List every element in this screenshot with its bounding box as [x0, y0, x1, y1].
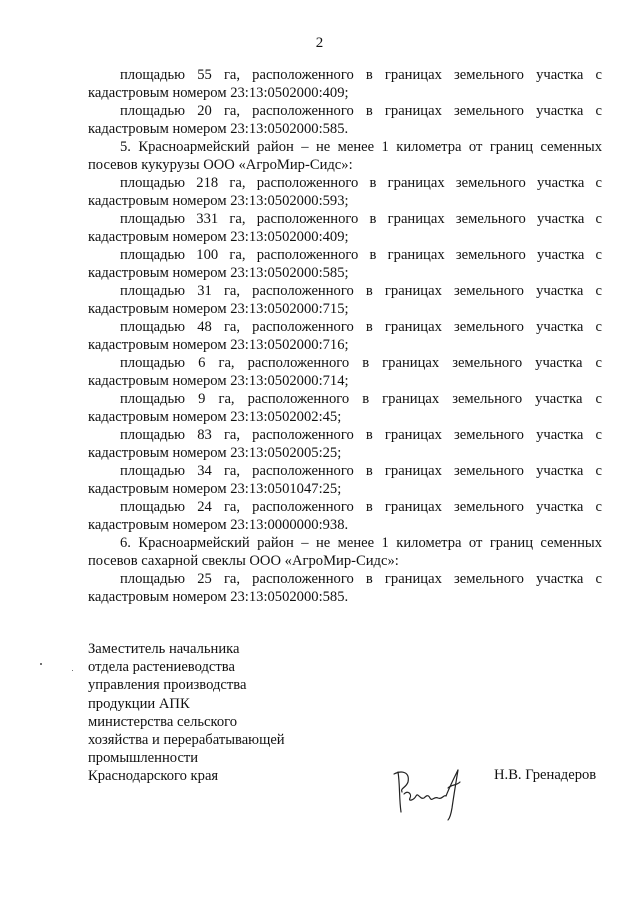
paragraph-plot-83: площадью 83 га, расположенного в границах земельного участка с кадастровым номером 23:13:0502005:25;: [88, 427, 602, 461]
paragraph-plot-9: площадью 9 га, расположенного в границах земельного участка с кадастровым номером 23:13:0502002:45;: [88, 391, 602, 425]
signer-position-line: промышленности: [88, 750, 199, 767]
paragraph-plot-24: площадью 24 га, расположенного в границах земельного участка с кадастровым номером 23:13:0000000:938.: [88, 499, 602, 533]
paragraph-plot-218: площадью 218 га, расположенного в границах земельного участка с кадастровым номером 23:13:0502000:593;: [88, 175, 602, 209]
signer-name: Н.В. Гренадеров: [494, 767, 597, 783]
signer-position-line: отдела растениеводства: [88, 659, 235, 676]
paragraph-item-5-header: 5. Красноармейский район – не менее 1 километра от границ семенных посевов кукурузы ООО «АгроМир-Сидс»:: [88, 139, 602, 173]
signer-position-block: [88, 640, 318, 786]
scan-speck: [40, 663, 42, 665]
page-number: 2: [315, 35, 324, 51]
signer-position-line: продукции АПК: [88, 695, 190, 712]
paragraph-plot-100: площадью 100 га, расположенного в границах земельного участка с кадастровым номером 23:13:0502000:585;: [88, 247, 602, 281]
signer-position-line: Краснодарского края: [88, 768, 219, 785]
paragraph-plot-55: площадью 55 га, расположенного в границах земельного участка с кадастровым номером 23:13:0502000:409;: [88, 67, 602, 101]
signer-position-line: министерства сельского: [88, 713, 238, 730]
paragraph-plot-48: площадью 48 га, расположенного в границах земельного участка с кадастровым номером 23:13:0502000:716;: [88, 319, 602, 353]
handwritten-signature-icon: [390, 764, 470, 822]
paragraph-plot-31: площадью 31 га, расположенного в границах земельного участка с кадастровым номером 23:13:0502000:715;: [88, 283, 602, 317]
document-body: [88, 66, 602, 606]
paragraph-plot-25: площадью 25 га, расположенного в границах земельного участка с кадастровым номером 23:13:0502000:585.: [88, 571, 602, 605]
paragraph-plot-331: площадью 331 га, расположенного в границах земельного участка с кадастровым номером 23:13:0502000:409;: [88, 211, 602, 245]
paragraph-plot-6: площадью 6 га, расположенного в границах земельного участка с кадастровым номером 23:13:0502000:714;: [88, 355, 602, 389]
paragraph-plot-34: площадью 34 га, расположенного в границах земельного участка с кадастровым номером 23:13:0501047:25;: [88, 463, 602, 497]
signer-position-line: управления производства: [88, 677, 247, 694]
paragraph-item-6-header: 6. Красноармейский район – не менее 1 километра от границ семенных посевов сахарной свеклы ООО «АгроМир-Сидс»:: [88, 535, 602, 569]
scan-speck: [72, 670, 73, 671]
paragraph-plot-20: площадью 20 га, расположенного в границах земельного участка с кадастровым номером 23:13:0502000:585.: [88, 103, 602, 137]
signer-position-line: Заместитель начальника: [88, 641, 240, 657]
signer-position-line: хозяйства и перерабатывающей: [88, 732, 285, 749]
